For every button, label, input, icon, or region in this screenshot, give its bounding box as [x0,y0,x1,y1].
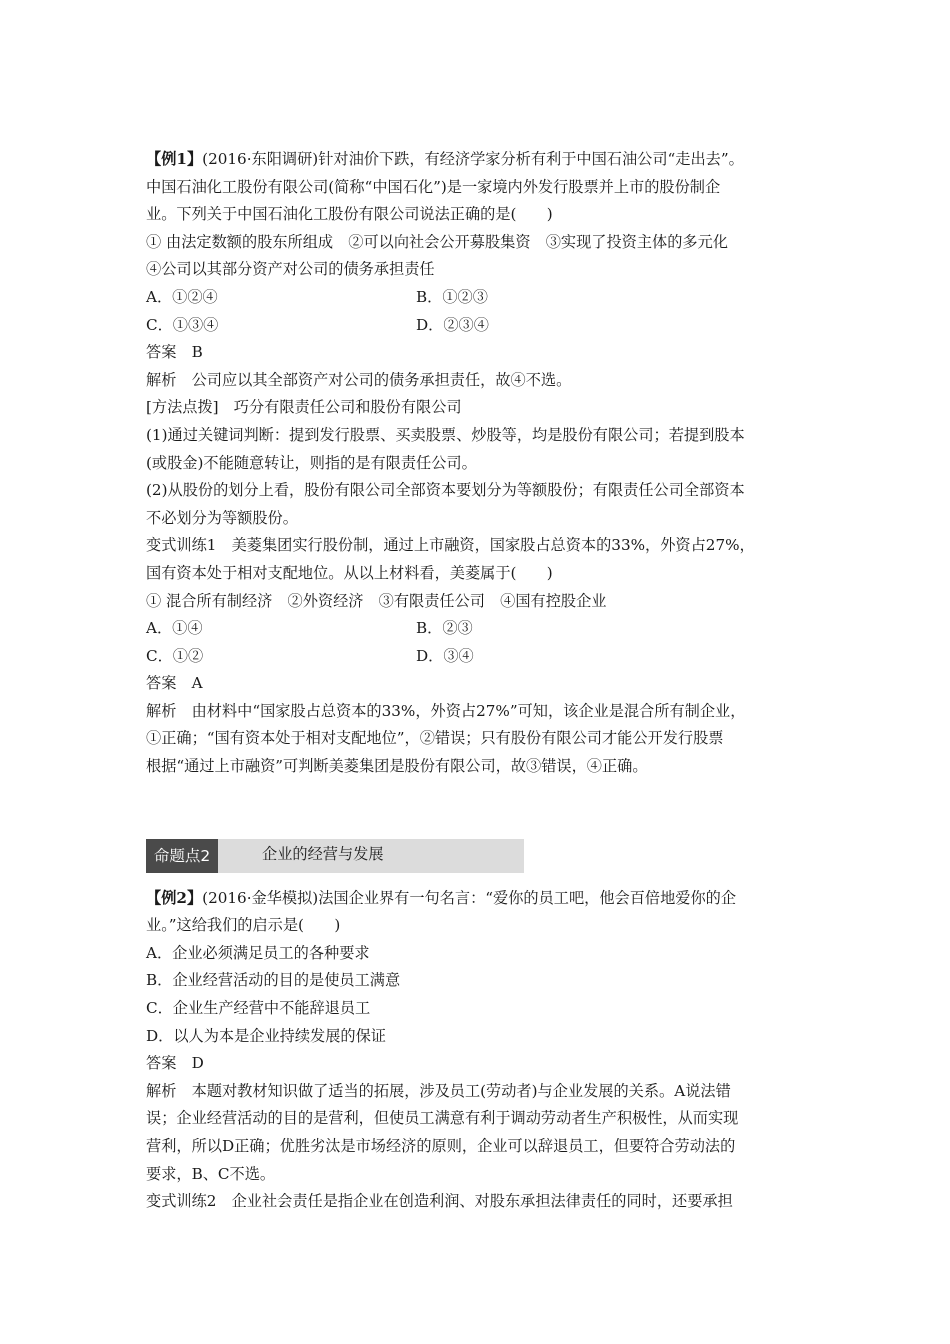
method-tip-line-3: (2)从股份的划分上看，股份有限公司全部资本要划分为等额股份；有限责任公司全部资本 [146,481,745,500]
section-title: 企业的经营与发展 [262,844,384,863]
example-1-option-b: B．①②③ [416,287,488,306]
example-2-question [146,885,810,913]
variant-1-analysis-1: 解析 由材料中“国家股占总资本的33%，外资占27%”可知，该企业是混合所有制企业， [146,701,746,720]
variant-1-options-row-2 [146,643,810,671]
example-2-tag: 【例2】 [146,888,203,907]
document-page [146,146,810,1216]
example-1-line-3: 业。下列关于中国石油化工股份有限公司说法正确的是( ) [146,205,553,224]
method-tip-line-1: (1)通过关键词判断：提到发行股票、买卖股票、炒股等，均是股份有限公司；若提到股本 [146,425,745,444]
example-1-options-row-1 [146,284,810,312]
variant-1-answer: 答案 A [146,674,203,693]
example-1-answer: 答案 B [146,343,203,362]
example-1-option-c: C．①③④ [146,315,219,334]
method-tip-line-2: (或股金)不能随意转让，则指的是有限责任公司。 [146,453,477,472]
example-2-analysis-4: 要求，B、C不选。 [146,1164,276,1183]
example-1-line-5: ④公司以其部分资产对公司的债务承担责任 [146,260,435,279]
example-1-option-d: D．②③④ [416,315,489,334]
section-spacer [146,781,810,839]
example-2-analysis-2: 误；企业经营活动的目的是营利，但使员工满意有利于调动劳动者生产积极性，从而实现 [146,1109,739,1128]
variant-1-option-a: A．①④ [146,619,203,638]
variant-1-line-1: 变式训练1 美菱集团实行股份制，通过上市融资，国家股占总资本的33%，外资占27%， [146,536,755,555]
variant-1-options-row-1 [146,615,810,643]
variant-1-analysis-3: 根据“通过上市融资”可判断美菱集团是股份有限公司，故③错误，④正确。 [146,757,648,776]
example-2-line-2: 业。”这给我们的启示是( ) [146,916,341,935]
variant-1-option-c: C．①② [146,646,204,665]
example-1-options-row-2 [146,312,810,340]
variant-1-option-b: B．②③ [416,619,473,638]
example-1-question [146,146,810,174]
example-1-option-a: A．①②④ [146,287,218,306]
example-1-line-4: ① 由法定数额的股东所组成 ②可以向社会公开募股集资 ③实现了投资主体的多元化 [146,232,728,251]
variant-1-option-d: D．③④ [416,646,474,665]
example-1-analysis: 解析 公司应以其全部资产对公司的债务承担责任，故④不选。 [146,370,572,389]
example-2-analysis-3: 营利，所以D正确；优胜劣汰是市场经济的原则，企业可以辞退员工，但要符合劳动法的 [146,1137,736,1155]
section-header-bar [146,839,524,873]
example-2-option-a: A．企业必须满足员工的各种要求 [146,943,370,962]
variant-1-line-3: ① 混合所有制经济 ②外资经济 ③有限责任公司 ④国有控股企业 [146,591,607,610]
example-2-line-1: (2016·金华模拟)法国企业界有一句名言：“爱你的员工吧，他会百倍地爱你的企 [202,888,737,907]
method-tip-line-4: 不必划分为等额股份。 [146,508,298,527]
section-tag: 命题点2 [146,839,218,873]
method-tip-title: [方法点拨] 巧分有限责任公司和股份有限公司 [146,398,462,417]
example-2-answer: 答案 D [146,1054,204,1073]
example-2-option-c: C．企业生产经营中不能辞退员工 [146,999,371,1018]
variant-1-line-2: 国有资本处于相对支配地位。从以上材料看，美菱属于( ) [146,563,553,582]
example-1-tag: 【例1】 [146,150,203,168]
example-2-analysis-1: 解析 本题对教材知识做了适当的拓展，涉及员工(劳动者)与企业发展的关系。A说法错 [146,1081,731,1100]
example-1-line-2: 中国石油化工股份有限公司(简称“中国石化”)是一家境内外发行股票并上市的股份制企 [146,177,721,196]
example-2-option-d: D．以人为本是企业持续发展的保证 [146,1026,386,1045]
variant-1-analysis-2: ①正确；“国有资本处于相对支配地位”，②错误；只有股份有限公司才能公开发行股票 [146,729,724,748]
example-1-line-1: (2016·东阳调研)针对油价下跌，有经济学家分析有利于中国石油公司“走出去”。 [202,150,744,168]
variant-2-line-1: 变式训练2 企业社会责任是指企业在创造利润、对股东承担法律责任的同时，还要承担 [146,1192,733,1211]
example-2-option-b: B．企业经营活动的目的是使员工满意 [146,971,401,990]
